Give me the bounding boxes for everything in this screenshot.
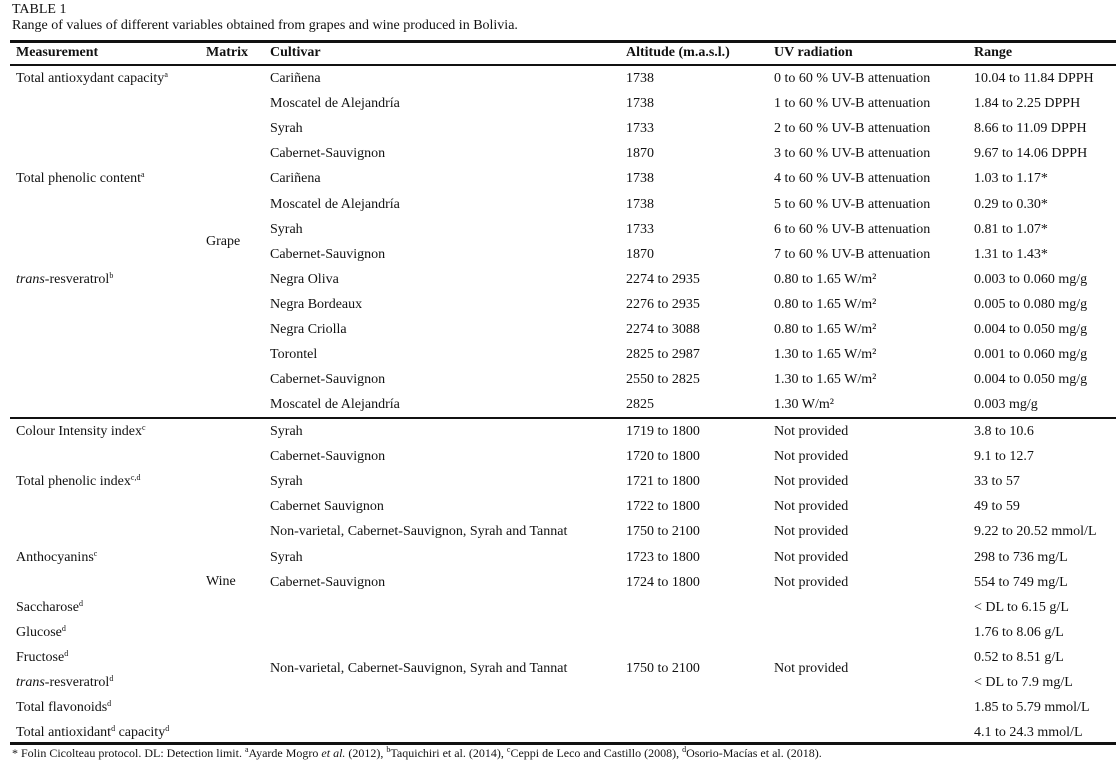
range-cell: 1.76 to 8.06 g/L xyxy=(974,624,1064,640)
uv-cell: Not provided xyxy=(774,424,849,439)
uv-cell: 2 to 60 % UV-B attenuation xyxy=(774,121,931,137)
range-cell: 4.1 to 24.3 mmol/L xyxy=(974,725,1083,741)
uv-cell: 1.30 to 1.65 W/m² xyxy=(774,347,877,363)
header-matrix: Matrix xyxy=(206,45,248,60)
matrix-wine: Wine xyxy=(206,574,236,589)
header-range: Range xyxy=(974,45,1013,60)
table-row xyxy=(0,620,1116,645)
cultivar-cell: Cariñena xyxy=(270,171,321,187)
range-cell: < DL to 6.15 g/L xyxy=(974,599,1069,615)
altitude-cell: 1719 to 1800 xyxy=(626,424,700,439)
cultivar-cell: Cabernet-Sauvignon xyxy=(270,246,386,262)
uv-cell: 5 to 60 % UV-B attenuation xyxy=(774,196,931,212)
cultivar-cell: Syrah xyxy=(270,474,303,490)
cultivar-cell: Torontel xyxy=(270,347,318,363)
header-row xyxy=(0,40,1116,65)
measurement-cell: Total antioxidant$^d$ capacity$^d$ xyxy=(16,724,170,741)
measurement-cell: Colour Intensity index$^c$ xyxy=(16,423,146,439)
table-row xyxy=(0,494,1116,519)
range-cell: 0.004 to 0.050 mg/g xyxy=(974,322,1088,337)
measurement-cell: Total phenolic content$^a$ xyxy=(16,170,145,187)
measurement-cell: Anthocyanins$^c$ xyxy=(16,548,98,565)
range-cell: 3.8 to 10.6 xyxy=(974,424,1034,439)
table-caption: Range of values of different variables obtained from grapes and wine produced in Bolivia. xyxy=(12,18,518,33)
range-cell: 9.22 to 20.52 mmol/L xyxy=(974,524,1097,540)
range-cell: 10.04 to 11.84 DPPH xyxy=(974,71,1094,86)
header-cultivar: Cultivar xyxy=(270,45,321,60)
uv-cell: Not provided xyxy=(774,474,849,490)
footnote: * Folin Cicolteau protocol. DL: Detection limit. $^a$Ayarde Mogro et al. (2012), $^b$Taquichiri et al. (2014), $^c$Ceppi de Leco and Castillo (2008), $^d$Osorio-Macías et al. (2018). xyxy=(12,745,822,760)
altitude-cell: 1721 to 1800 xyxy=(626,474,700,490)
uv-cell: Not provided xyxy=(774,449,849,465)
table-row xyxy=(0,595,1116,620)
measurement-cell: Total phenolic index$^{c,d}$ xyxy=(16,473,141,490)
cultivar-cell: Moscatel de Alejandría xyxy=(270,397,400,413)
uv-cell: Not provided xyxy=(774,499,849,515)
altitude-cell: 1722 to 1800 xyxy=(626,499,700,515)
uv-cell: 1 to 60 % UV-B attenuation xyxy=(774,96,931,112)
uv-cell: Not provided xyxy=(774,549,849,565)
cultivar-cell: Cabernet Sauvignon xyxy=(270,499,384,515)
altitude-cell: 1724 to 1800 xyxy=(626,574,700,590)
cultivar-cell: Cabernet-Sauvignon xyxy=(270,449,386,465)
table-label: TABLE 1 xyxy=(12,2,67,17)
measurement-cell: Glucose$^d$ xyxy=(16,623,66,640)
table-row xyxy=(0,267,1116,292)
uv-cell: 0 to 60 % UV-B attenuation xyxy=(774,71,931,86)
table-row xyxy=(0,570,1116,595)
cultivar-cell: Negra Criolla xyxy=(270,322,347,337)
header-altitude: Altitude (m.a.s.l.) xyxy=(626,45,730,60)
uv-cell: 1.30 to 1.65 W/m² xyxy=(774,372,877,388)
altitude-cell: 1723 to 1800 xyxy=(626,549,700,565)
header-measurement: Measurement xyxy=(16,45,99,60)
altitude-cell: 1738 xyxy=(626,196,654,212)
measurement-cell: trans-resveratrol$^b$ xyxy=(16,270,114,287)
range-cell: 0.81 to 1.07* xyxy=(974,221,1048,237)
range-cell: 49 to 59 xyxy=(974,499,1020,515)
table-row xyxy=(0,419,1116,444)
cultivar-cell: Moscatel de Alejandría xyxy=(270,196,400,212)
measurement-cell: Fructose$^d$ xyxy=(16,648,69,665)
bottom-rule xyxy=(10,742,1116,745)
header-uv: UV radiation xyxy=(774,45,853,60)
table-row xyxy=(0,116,1116,141)
altitude-cell: 1733 xyxy=(626,221,654,237)
table-row xyxy=(0,545,1116,570)
table-row xyxy=(0,242,1116,267)
altitude-cell: 2276 to 2935 xyxy=(626,296,700,312)
uv-cell: 4 to 60 % UV-B attenuation xyxy=(774,171,931,187)
altitude-cell: 1738 xyxy=(626,171,654,187)
cultivar-cell: Syrah xyxy=(270,121,303,137)
cultivar-cell: Cariñena xyxy=(270,71,321,86)
cultivar-cell: Non-varietal, Cabernet-Sauvignon, Syrah and Tannat xyxy=(270,524,568,540)
altitude-cell: 1738 xyxy=(626,71,654,86)
table-row xyxy=(0,141,1116,166)
table-row xyxy=(0,695,1116,720)
uv-cell: 3 to 60 % UV-B attenuation xyxy=(774,146,931,162)
altitude-cell: 1733 xyxy=(626,121,654,137)
table-row xyxy=(0,317,1116,342)
table-row xyxy=(0,444,1116,469)
cultivar-cell: Syrah xyxy=(270,549,303,565)
uv-cell: 6 to 60 % UV-B attenuation xyxy=(774,221,931,237)
uv-cell: 0.80 to 1.65 W/m² xyxy=(774,322,877,337)
merged-altitude: 1750 to 2100 xyxy=(626,661,700,676)
table-row xyxy=(0,367,1116,392)
uv-cell: 1.30 W/m² xyxy=(774,397,834,413)
altitude-cell: 1870 xyxy=(626,246,654,262)
merged-cultivar: Non-varietal, Cabernet-Sauvignon, Syrah and Tannat xyxy=(270,661,568,676)
table-row xyxy=(0,91,1116,116)
cultivar-cell: Negra Bordeaux xyxy=(270,296,363,312)
range-cell: 1.84 to 2.25 DPPH xyxy=(974,96,1081,112)
merged-uv: Not provided xyxy=(774,661,849,676)
range-cell: 0.001 to 0.060 mg/g xyxy=(974,347,1088,363)
altitude-cell: 2274 to 3088 xyxy=(626,322,700,337)
table-row xyxy=(0,519,1116,544)
altitude-cell: 1720 to 1800 xyxy=(626,449,700,465)
range-cell: 0.003 mg/g xyxy=(974,397,1038,413)
cultivar-cell: Syrah xyxy=(270,424,303,439)
uv-cell: Not provided xyxy=(774,524,849,540)
range-cell: 0.29 to 0.30* xyxy=(974,196,1048,212)
table-row xyxy=(0,66,1116,91)
range-cell: 0.005 to 0.080 mg/g xyxy=(974,296,1088,312)
altitude-cell: 1738 xyxy=(626,96,654,112)
range-cell: 1.85 to 5.79 mmol/L xyxy=(974,700,1090,716)
altitude-cell: 2550 to 2825 xyxy=(626,372,700,388)
cultivar-cell: Negra Oliva xyxy=(270,271,339,287)
range-cell: 1.03 to 1.17* xyxy=(974,171,1048,187)
altitude-cell: 1750 to 2100 xyxy=(626,524,700,540)
measurement-cell: trans-resveratrol$^d$ xyxy=(16,674,114,690)
matrix-grape: Grape xyxy=(206,234,241,249)
table-row xyxy=(0,342,1116,367)
measurement-cell: Total antioxydant capacity$^a$ xyxy=(16,70,168,86)
uv-cell: 0.80 to 1.65 W/m² xyxy=(774,296,877,312)
table-row xyxy=(0,469,1116,494)
table-row xyxy=(0,166,1116,191)
table-row xyxy=(0,192,1116,217)
range-cell: 0.52 to 8.51 g/L xyxy=(974,649,1064,665)
uv-cell: 0.80 to 1.65 W/m² xyxy=(774,271,877,287)
table-row xyxy=(0,217,1116,242)
altitude-cell: 1870 xyxy=(626,146,654,162)
range-cell: < DL to 7.9 mg/L xyxy=(974,675,1073,690)
table-row xyxy=(0,292,1116,317)
uv-cell: Not provided xyxy=(774,574,849,590)
cultivar-cell: Cabernet-Sauvignon xyxy=(270,372,386,388)
cultivar-cell: Moscatel de Alejandría xyxy=(270,96,400,112)
range-cell: 0.003 to 0.060 mg/g xyxy=(974,271,1088,287)
range-cell: 8.66 to 11.09 DPPH xyxy=(974,121,1087,137)
range-cell: 0.004 to 0.050 mg/g xyxy=(974,372,1088,388)
altitude-cell: 2825 to 2987 xyxy=(626,347,700,363)
range-cell: 33 to 57 xyxy=(974,474,1020,490)
uv-cell: 7 to 60 % UV-B attenuation xyxy=(774,246,931,262)
range-cell: 298 to 736 mg/L xyxy=(974,549,1068,565)
range-cell: 9.1 to 12.7 xyxy=(974,449,1034,465)
range-cell: 1.31 to 1.43* xyxy=(974,246,1048,262)
cultivar-cell: Cabernet-Sauvignon xyxy=(270,574,386,590)
range-cell: 554 to 749 mg/L xyxy=(974,574,1068,590)
range-cell: 9.67 to 14.06 DPPH xyxy=(974,146,1088,162)
cultivar-cell: Syrah xyxy=(270,221,303,237)
altitude-cell: 2825 xyxy=(626,397,654,413)
measurement-cell: Saccharose$^d$ xyxy=(16,598,83,615)
cultivar-cell: Cabernet-Sauvignon xyxy=(270,146,386,162)
measurement-cell: Total flavonoids$^d$ xyxy=(16,699,112,716)
altitude-cell: 2274 to 2935 xyxy=(626,271,700,287)
table-row xyxy=(0,392,1116,417)
